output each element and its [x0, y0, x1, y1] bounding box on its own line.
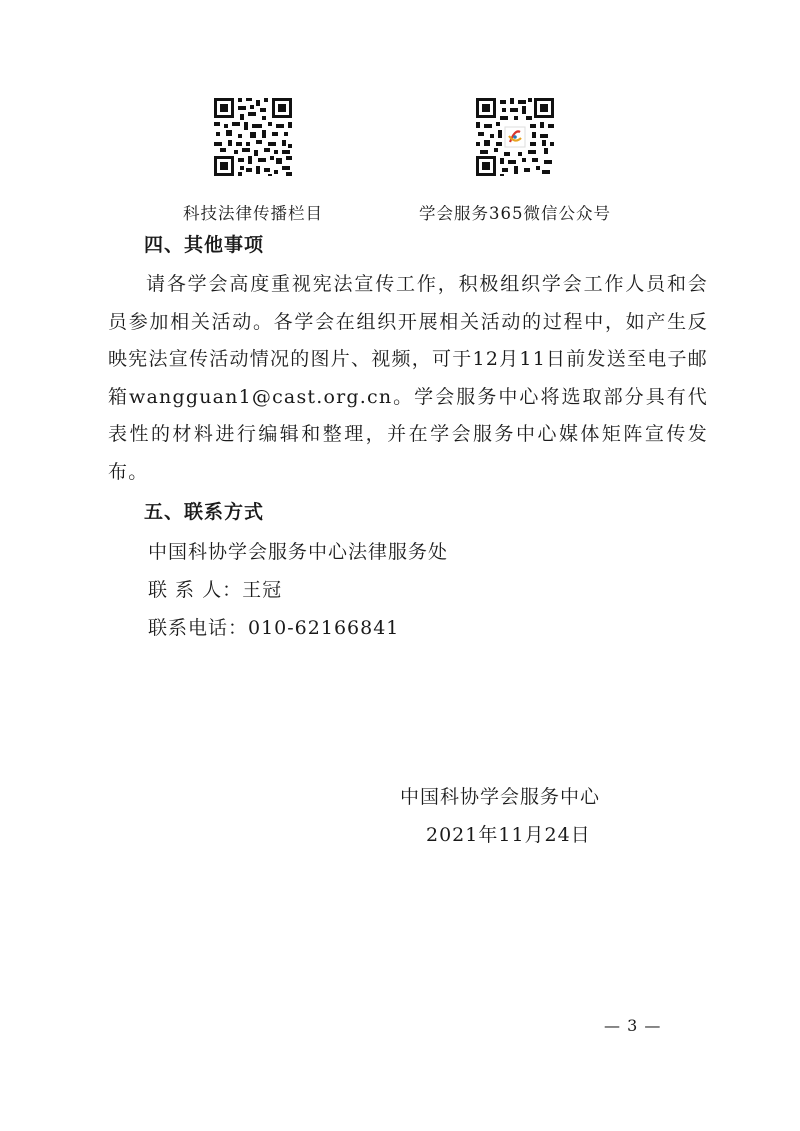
section-paragraph-other-matters: 请各学会高度重视宪法宣传工作，积极组织学会工作人员和会员参加相关活动。各学会在组织开展相关活动的过程中，如产生反映宪法宣传活动情况的图片、视频，可于12月11日前发送至电子邮箱wangguan1@cast.org.cn。学会服务中心将选取部分具有代表性的材料进行编辑和整理，并在学会服务中心媒体矩阵宣传发布。 — [108, 273, 708, 483]
page-number: — 3 — — [604, 1016, 662, 1035]
qr-block-wechat-account — [405, 96, 625, 224]
qr-caption-wechat-account: 学会服务365微信公众号 — [419, 204, 611, 223]
signature-organization: 中国科协学会服务中心 — [400, 786, 601, 808]
signature-date: 2021年11月24日 — [426, 824, 591, 846]
contact-phone: 联系电话：010-62166841 — [148, 617, 400, 639]
section-heading-contact: 五、联系方式 — [144, 501, 265, 523]
contact-organization: 中国科协学会服务中心法律服务处 — [148, 541, 449, 563]
qr-caption-law-column: 科技法律传播栏目 — [183, 204, 323, 223]
qr-code-with-logo-icon — [474, 96, 556, 178]
qr-block-law-column — [158, 96, 348, 224]
section-heading-other-matters: 四、其他事项 — [144, 234, 265, 256]
signature-block — [400, 778, 620, 854]
document-body — [108, 224, 708, 647]
contact-person: 联 系 人：王冠 — [148, 579, 283, 601]
qr-code-icon — [212, 96, 294, 178]
